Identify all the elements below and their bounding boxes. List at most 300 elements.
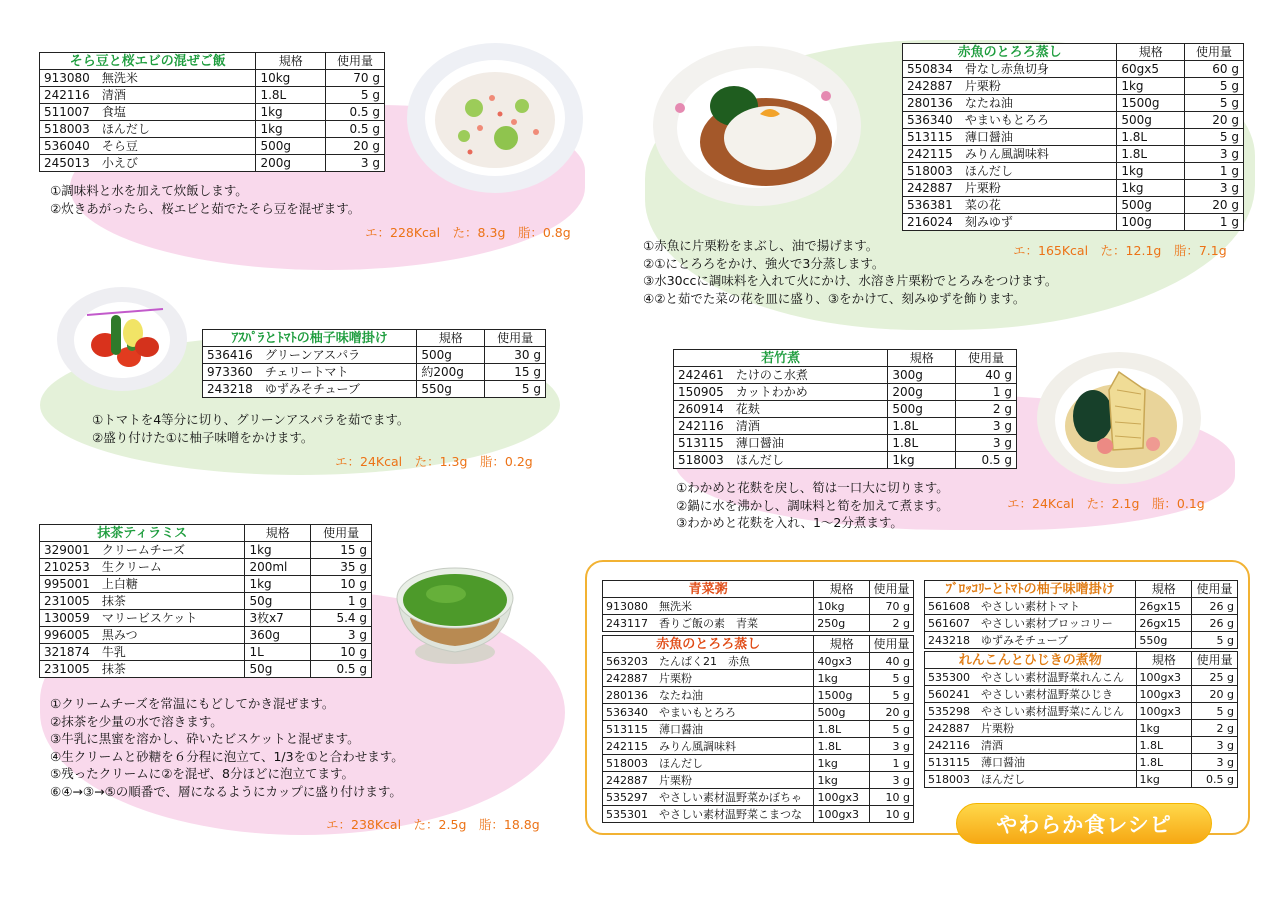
ingredient-spec: 1kg <box>814 772 870 789</box>
ingredient-amount: 20 g <box>1185 112 1244 129</box>
recipe-title: 抹茶ティラミス <box>40 525 245 542</box>
ingredient-code: 329001 <box>44 542 90 557</box>
ingredient-code: 242887 <box>606 671 648 685</box>
ingredient-name: たけのこ水煮 <box>735 367 808 382</box>
ingredient-cell <box>925 754 1137 771</box>
ingredient-cell <box>603 687 814 704</box>
step: ⑤残ったクリームに②を混ぜ、8分ほどに泡立てます。 <box>50 766 354 781</box>
ingredient-amount: 3 g <box>311 627 372 644</box>
ingredient-amount: 2 g <box>870 615 914 632</box>
ingredient-row <box>40 576 372 593</box>
ingredient-spec: 100gx3 <box>814 789 870 806</box>
step: ①調味料と水を加えて炊飯します。 <box>50 183 248 198</box>
ingredient-code: 243218 <box>928 633 970 647</box>
ingredient-cell <box>40 593 245 610</box>
col-amount-header: 使用量 <box>870 636 914 653</box>
ingredient-cell <box>603 670 814 687</box>
soft-food-banner: やわらか食レシピ <box>956 803 1212 844</box>
ingredient-row <box>674 367 1017 384</box>
col-spec-header: 規格 <box>814 581 870 598</box>
col-amount-header: 使用量 <box>1192 581 1238 598</box>
ingredient-row <box>603 789 914 806</box>
ingredient-amount: 2 g <box>956 401 1017 418</box>
ingredient-cell <box>40 138 256 155</box>
recipe-title: 若竹煮 <box>674 350 888 367</box>
ingredient-code: 242887 <box>928 721 970 735</box>
ingredient-spec: 100gx3 <box>1136 703 1192 720</box>
ingredient-amount: 3 g <box>1185 146 1244 163</box>
ingredient-cell <box>603 772 814 789</box>
ingredient-cell <box>40 542 245 559</box>
ingredient-code: 243117 <box>606 616 648 630</box>
recipe-steps-r4 <box>676 479 949 532</box>
ingredient-code: 242115 <box>907 146 953 161</box>
ingredient-code: 242887 <box>907 78 953 93</box>
ingredient-cell <box>603 806 814 823</box>
ingredient-name: 香りご飯の素 青菜 <box>659 616 758 630</box>
ingredient-spec: 500g <box>256 138 326 155</box>
ingredient-spec: 1kg <box>1117 78 1185 95</box>
col-spec-header: 規格 <box>1136 652 1192 669</box>
recipe-table-r5 <box>39 524 372 678</box>
ingredient-row <box>40 661 372 678</box>
ingredient-cell <box>903 146 1117 163</box>
ingredient-code: 513115 <box>678 435 724 450</box>
ingredient-amount: 70 g <box>870 598 914 615</box>
ingredient-code: 535301 <box>606 807 648 821</box>
ingredient-code: 536416 <box>207 347 253 362</box>
ingredient-cell <box>925 686 1137 703</box>
soft-table-t3 <box>924 580 1238 649</box>
ingredient-cell <box>603 721 814 738</box>
ingredient-code: 560241 <box>928 687 970 701</box>
ingredient-code: 260914 <box>678 401 724 416</box>
ingredient-code: 321874 <box>44 644 90 659</box>
ingredient-code: 518003 <box>606 756 648 770</box>
ingredient-name: 黒みつ <box>101 627 138 642</box>
ingredient-code: 561608 <box>928 599 970 613</box>
ingredient-spec: 1.8L <box>888 418 956 435</box>
ingredient-spec: 1kg <box>814 670 870 687</box>
ingredient-cell <box>603 755 814 772</box>
ingredient-amount: 5 g <box>326 87 385 104</box>
ingredient-cell <box>674 435 888 452</box>
ingredient-row <box>603 670 914 687</box>
dish-photo-tiramisu <box>386 548 524 668</box>
ingredient-name: 薄口醤油 <box>981 755 1025 769</box>
ingredient-amount: 26 g <box>1192 615 1238 632</box>
ingredient-spec: 1.8L <box>256 87 326 104</box>
ingredient-amount: 1 g <box>870 755 914 772</box>
ingredient-code: 242116 <box>678 418 724 433</box>
ingredient-amount: 5 g <box>1185 78 1244 95</box>
ingredient-spec: 500g <box>1117 197 1185 214</box>
ingredient-row <box>40 644 372 661</box>
ingredient-amount: 70 g <box>326 70 385 87</box>
ingredient-code: 513115 <box>928 755 970 769</box>
ingredient-name: やさしい素材温野菜れんこん <box>981 670 1124 684</box>
ingredient-amount: 3 g <box>1192 737 1238 754</box>
col-spec-header: 規格 <box>256 53 326 70</box>
ingredient-name: クリームチーズ <box>101 542 185 557</box>
ingredient-cell <box>674 452 888 469</box>
col-amount-header: 使用量 <box>956 350 1017 367</box>
ingredient-row <box>925 598 1238 615</box>
ingredient-amount: 5 g <box>1192 632 1238 649</box>
ingredient-code: 913080 <box>44 70 90 85</box>
ingredient-code: 280136 <box>907 95 953 110</box>
ingredient-code: 242116 <box>44 87 90 102</box>
ingredient-amount: 3 g <box>956 418 1017 435</box>
ingredient-name: 刻みゆず <box>964 214 1013 229</box>
ingredient-cell <box>203 381 417 398</box>
ingredient-name: やさしい素材トマト <box>981 599 1080 613</box>
ingredient-row <box>40 559 372 576</box>
ingredient-code: 563203 <box>606 654 648 668</box>
ingredient-name: やまいもとろろ <box>659 705 736 719</box>
ingredient-cell <box>925 771 1137 788</box>
ingredient-name: 片栗粉 <box>964 180 1001 195</box>
ingredient-code: 550834 <box>907 61 953 76</box>
ingredient-amount: 1 g <box>1185 163 1244 180</box>
ingredient-amount: 1 g <box>1185 214 1244 231</box>
ingredient-spec: 1kg <box>1136 720 1192 737</box>
recipe-title: 赤魚のとろろ蒸し <box>903 44 1117 61</box>
ingredient-spec: 1.8L <box>814 721 870 738</box>
recipe-steps-r3 <box>92 411 409 446</box>
ingredient-spec: 500g <box>814 704 870 721</box>
step: ④②と茹でた菜の花を皿に盛り、③をかけて、刻みゆずを飾ります。 <box>643 290 1026 306</box>
ingredient-code: 242461 <box>678 367 724 382</box>
nutrition-r1: エ：228Kcal た：8.3g 脂：0.8g <box>365 225 571 240</box>
recipe-title: そら豆と桜エビの混ぜご飯 <box>40 53 256 70</box>
ingredient-name: 片栗粉 <box>659 773 692 787</box>
ingredient-spec: 100gx3 <box>1136 669 1192 686</box>
ingredient-spec: 10kg <box>814 598 870 615</box>
ingredient-cell <box>40 644 245 661</box>
ingredient-spec: 300g <box>888 367 956 384</box>
ingredient-row <box>903 129 1244 146</box>
ingredient-cell <box>40 559 245 576</box>
ingredient-amount: 15 g <box>311 542 372 559</box>
ingredient-amount: 26 g <box>1192 598 1238 615</box>
ingredient-spec: 1kg <box>1117 163 1185 180</box>
ingredient-name: 無洗米 <box>101 70 138 85</box>
ingredient-amount: 0.5 g <box>326 121 385 138</box>
dish-photo-fish <box>650 42 865 207</box>
ingredient-spec: 40gx3 <box>814 653 870 670</box>
ingredient-amount: 30 g <box>485 347 546 364</box>
ingredient-row <box>925 754 1238 771</box>
ingredient-name: みりん風調味料 <box>964 146 1049 161</box>
ingredient-amount: 3 g <box>870 738 914 755</box>
ingredient-code: 242116 <box>928 738 970 752</box>
ingredient-cell <box>903 112 1117 129</box>
ingredient-cell <box>925 598 1136 615</box>
ingredient-row <box>925 669 1238 686</box>
ingredient-cell <box>903 197 1117 214</box>
ingredient-cell <box>903 61 1117 78</box>
ingredient-name: やさしい素材温野菜かぼちゃ <box>659 790 802 804</box>
ingredient-row <box>603 772 914 789</box>
ingredient-name: 牛乳 <box>101 644 126 659</box>
dish-photo-asparagus <box>55 285 190 393</box>
ingredient-name: やさしい素材ブロッコリー <box>981 616 1113 630</box>
ingredient-row <box>674 435 1017 452</box>
step: ①トマトを4等分に切り、グリーンアスパラを茹でます。 <box>92 412 410 427</box>
ingredient-code: 518003 <box>44 121 90 136</box>
ingredient-amount: 1 g <box>311 593 372 610</box>
ingredient-name: カットわかめ <box>735 384 808 399</box>
recipe-title: れんこんとひじきの煮物 <box>925 652 1137 669</box>
step: ③牛乳に黒蜜を溶かし、砕いたビスケットと混ぜます。 <box>50 731 360 746</box>
ingredient-spec: 1500g <box>1117 95 1185 112</box>
ingredient-code: 513115 <box>907 129 953 144</box>
ingredient-spec: 1kg <box>888 452 956 469</box>
ingredient-spec: 1kg <box>814 755 870 772</box>
ingredient-spec: 1kg <box>256 104 326 121</box>
ingredient-amount: 3 g <box>1185 180 1244 197</box>
ingredient-row <box>203 347 546 364</box>
ingredient-spec: 10kg <box>256 70 326 87</box>
ingredient-row <box>603 806 914 823</box>
col-amount-header: 使用量 <box>326 53 385 70</box>
recipe-table-r3 <box>202 329 546 398</box>
ingredient-cell <box>40 610 245 627</box>
ingredient-spec: 100gx3 <box>1136 686 1192 703</box>
ingredient-name: 菜の花 <box>964 197 1001 212</box>
ingredient-name: 片栗粉 <box>981 721 1014 735</box>
ingredient-name: 無洗米 <box>659 599 692 613</box>
ingredient-cell <box>925 737 1137 754</box>
ingredient-code: 535297 <box>606 790 648 804</box>
ingredient-name: 花麸 <box>735 401 760 416</box>
recipe-title: 青菜粥 <box>603 581 814 598</box>
ingredient-name: なたね油 <box>659 688 703 702</box>
dish-photo-rice <box>404 40 586 195</box>
ingredient-amount: 5 g <box>870 670 914 687</box>
ingredient-name: やまいもとろろ <box>964 112 1049 127</box>
ingredient-code: 518003 <box>928 772 970 786</box>
ingredient-row <box>903 146 1244 163</box>
ingredient-name: 小えび <box>101 155 138 170</box>
ingredient-row <box>40 627 372 644</box>
ingredient-code: 243218 <box>207 381 253 396</box>
ingredient-code: 216024 <box>907 214 953 229</box>
ingredient-cell <box>603 653 814 670</box>
ingredient-cell <box>674 418 888 435</box>
ingredient-row <box>40 610 372 627</box>
nutrition-r2: エ：165Kcal た：12.1g 脂：7.1g <box>1013 243 1227 258</box>
ingredient-spec: 1.8L <box>814 738 870 755</box>
ingredient-amount: 5 g <box>870 721 914 738</box>
ingredient-spec: 1500g <box>814 687 870 704</box>
ingredient-amount: 10 g <box>870 806 914 823</box>
ingredient-code: 280136 <box>606 688 648 702</box>
ingredient-spec: 1.8L <box>1117 146 1185 163</box>
ingredient-spec: 500g <box>1117 112 1185 129</box>
ingredient-row <box>203 364 546 381</box>
ingredient-cell <box>903 129 1117 146</box>
ingredient-amount: 10 g <box>311 644 372 661</box>
ingredient-name: マリービスケット <box>101 610 198 625</box>
ingredient-row <box>903 95 1244 112</box>
ingredient-row <box>903 78 1244 95</box>
ingredient-spec: 1kg <box>1117 180 1185 197</box>
ingredient-spec: 約200g <box>417 364 485 381</box>
ingredient-row <box>903 197 1244 214</box>
ingredient-amount: 3 g <box>956 435 1017 452</box>
ingredient-cell <box>903 95 1117 112</box>
ingredient-name: ゆずみそチューブ <box>981 633 1069 647</box>
ingredient-cell <box>903 78 1117 95</box>
ingredient-name: 抹茶 <box>101 593 126 608</box>
ingredient-cell <box>925 669 1137 686</box>
step: ②炊きあがったら、桜エビと茹でたそら豆を混ぜます。 <box>50 200 361 216</box>
ingredient-code: 511007 <box>44 104 90 119</box>
ingredient-spec: 200g <box>888 384 956 401</box>
ingredient-cell <box>603 738 814 755</box>
step: ②①にとろろをかけ、強火で3分蒸します。 <box>643 255 885 271</box>
ingredient-row <box>40 104 385 121</box>
ingredient-row <box>40 542 372 559</box>
ingredient-row <box>603 687 914 704</box>
recipe-table-r2 <box>902 43 1244 231</box>
ingredient-name: 抹茶 <box>101 661 126 676</box>
ingredient-code: 995001 <box>44 576 90 591</box>
ingredient-row <box>674 452 1017 469</box>
ingredient-amount: 60 g <box>1185 61 1244 78</box>
step: ⑥④→③→⑤の順番で、層になるようにカップに盛り付けます。 <box>50 783 402 799</box>
col-amount-header: 使用量 <box>1185 44 1244 61</box>
ingredient-spec: 500g <box>888 401 956 418</box>
dish-photo-bamboo <box>1035 350 1203 485</box>
ingredient-name: ほんだし <box>964 163 1013 178</box>
step: ③水30ccに調味料を入れて火にかけ、水溶き片栗粉でとろみをつけます。 <box>643 273 1058 288</box>
ingredient-code: 535300 <box>928 670 970 684</box>
ingredient-spec: 60gx5 <box>1117 61 1185 78</box>
step: ②鍋に水を沸かし、調味料と筍を加えて煮ます。 <box>676 497 949 513</box>
ingredient-spec: 1L <box>245 644 311 661</box>
ingredient-spec: 550g <box>417 381 485 398</box>
ingredient-code: 913080 <box>606 599 648 613</box>
ingredient-row <box>40 70 385 87</box>
ingredient-code: 513115 <box>606 722 648 736</box>
ingredient-amount: 15 g <box>485 364 546 381</box>
ingredient-amount: 5.4 g <box>311 610 372 627</box>
ingredient-name: たんぱく21 赤魚 <box>659 654 750 668</box>
ingredient-row <box>603 704 914 721</box>
ingredient-name: なたね油 <box>964 95 1013 110</box>
ingredient-code: 535298 <box>928 704 970 718</box>
col-amount-header: 使用量 <box>870 581 914 598</box>
ingredient-row <box>674 384 1017 401</box>
ingredient-name: グリーンアスパラ <box>264 347 361 362</box>
ingredient-cell <box>674 367 888 384</box>
step: ④生クリームと砂糖を６分程に泡立て、1/3を①と合わせます。 <box>50 748 404 764</box>
col-spec-header: 規格 <box>814 636 870 653</box>
ingredient-name: 清酒 <box>735 418 760 433</box>
ingredient-row <box>925 615 1238 632</box>
ingredient-code: 231005 <box>44 593 90 608</box>
ingredient-spec: 1.8L <box>1136 754 1192 771</box>
ingredient-cell <box>903 214 1117 231</box>
ingredient-amount: 5 g <box>485 381 546 398</box>
ingredient-amount: 1 g <box>956 384 1017 401</box>
ingredient-name: ほんだし <box>101 121 150 136</box>
soft-table-t2 <box>602 635 914 823</box>
col-spec-header: 規格 <box>1136 581 1192 598</box>
ingredient-code: 231005 <box>44 661 90 676</box>
ingredient-name: ほんだし <box>659 756 703 770</box>
ingredient-cell <box>603 598 814 615</box>
ingredient-row <box>603 598 914 615</box>
ingredient-code: 245013 <box>44 155 90 170</box>
ingredient-row <box>674 401 1017 418</box>
ingredient-cell <box>925 615 1136 632</box>
ingredient-spec: 1.8L <box>1136 737 1192 754</box>
ingredient-name: チェリートマト <box>264 364 349 379</box>
ingredient-name: 清酒 <box>981 738 1003 752</box>
ingredient-amount: 20 g <box>326 138 385 155</box>
recipe-title: ｱｽﾊﾟﾗとﾄﾏﾄの柚子味噌掛け <box>203 330 417 347</box>
ingredient-code: 536340 <box>606 705 648 719</box>
ingredient-amount: 5 g <box>1185 95 1244 112</box>
recipe-table-r1 <box>39 52 385 172</box>
ingredient-row <box>903 180 1244 197</box>
ingredient-name: みりん風調味料 <box>659 739 736 753</box>
ingredient-spec: 200ml <box>245 559 311 576</box>
ingredient-cell <box>674 401 888 418</box>
ingredient-amount: 40 g <box>956 367 1017 384</box>
soft-table-t4 <box>924 651 1238 788</box>
ingredient-spec: 26gx15 <box>1136 598 1192 615</box>
ingredient-name: 清酒 <box>101 87 126 102</box>
step: ①わかめと花麩を戻し、筍は一口大に切ります。 <box>676 480 949 495</box>
ingredient-row <box>925 720 1238 737</box>
ingredient-code: 996005 <box>44 627 90 642</box>
ingredient-amount: 3 g <box>1192 754 1238 771</box>
ingredient-row <box>925 686 1238 703</box>
ingredient-cell <box>925 703 1137 720</box>
ingredient-spec: 360g <box>245 627 311 644</box>
recipe-steps-r5 <box>50 695 404 800</box>
step: ③わかめと花麩を入れ、1～2分煮ます。 <box>676 515 903 530</box>
ingredient-amount: 0.5 g <box>311 661 372 678</box>
ingredient-row <box>603 721 914 738</box>
ingredient-name: 薄口醤油 <box>964 129 1013 144</box>
ingredient-cell <box>40 627 245 644</box>
ingredient-cell <box>40 576 245 593</box>
ingredient-amount: 3 g <box>326 155 385 172</box>
ingredient-row <box>903 112 1244 129</box>
ingredient-row <box>925 703 1238 720</box>
ingredient-cell <box>603 789 814 806</box>
ingredient-amount: 5 g <box>870 687 914 704</box>
ingredient-cell <box>40 155 256 172</box>
col-spec-header: 規格 <box>245 525 311 542</box>
ingredient-amount: 5 g <box>1192 703 1238 720</box>
ingredient-amount: 10 g <box>870 789 914 806</box>
ingredient-amount: 0.5 g <box>1192 771 1238 788</box>
ingredient-cell <box>603 704 814 721</box>
ingredient-row <box>40 121 385 138</box>
nutrition-r3: エ：24Kcal た：1.3g 脂：0.2g <box>335 454 533 469</box>
ingredient-amount: 2 g <box>1192 720 1238 737</box>
ingredient-cell <box>903 180 1117 197</box>
ingredient-spec: 250g <box>814 615 870 632</box>
recipe-title: ﾌﾞﾛｯｺﾘｰとﾄﾏﾄの柚子味噌掛け <box>925 581 1136 598</box>
